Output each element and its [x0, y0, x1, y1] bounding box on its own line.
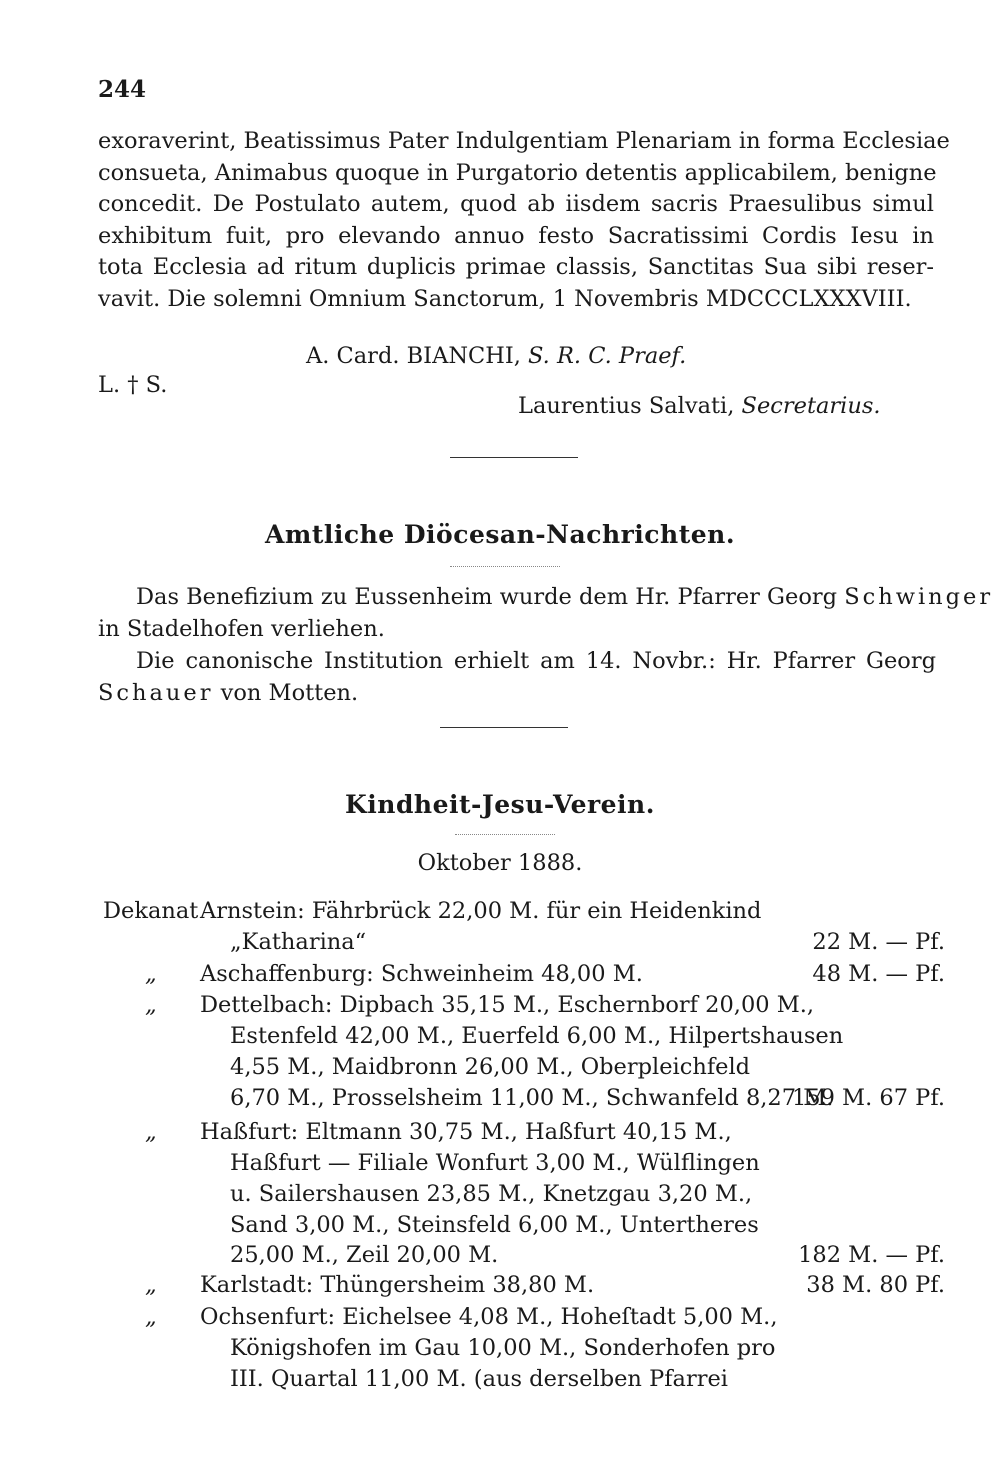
entry-line: Sand 3,00 M., Steinsfeld 6,00 M., Untertheres — [230, 1212, 759, 1238]
ditto-mark: „ — [145, 1272, 157, 1298]
ditto-mark: „ — [145, 1304, 157, 1330]
entry-line: Karlstadt: Thüngersheim 38,80 M. — [200, 1272, 595, 1298]
latin-line: exhibitum fuit, pro elevando annuo festo Sacratissimi Cordis Iesu in — [98, 222, 934, 249]
entry-amount: 159 M. 67 Pf. — [791, 1085, 945, 1111]
cardinal-title: S. R. C. Praef. — [528, 343, 687, 369]
person-name: Schwinger — [844, 584, 994, 610]
entry-line: Haßfurt: Eltmann 30,75 M., Haßfurt 40,15 M., — [200, 1119, 732, 1145]
entry-amount: 22 M. — Pf. — [812, 929, 945, 955]
cardinal-name: A. Card. BIANCHI, — [306, 343, 521, 369]
news-line: in Stadelhofen verliehen. — [98, 616, 385, 642]
entry-amount: 38 M. 80 Pf. — [806, 1272, 945, 1298]
verein-heading: Kindheit-Jesu-Verein. — [345, 790, 655, 819]
dekanat-label: Dekanat — [103, 898, 199, 924]
entry-line: Dettelbach: Dipbach 35,15 M., Eschernborf 20,00 M., — [200, 992, 815, 1018]
entry-line: Arnstein: Fährbrück 22,00 M. für ein Heidenkind — [200, 898, 762, 924]
secretary-title: Secretarius. — [741, 393, 881, 419]
entry-line: Ochsenfurt: Eichelsee 4,08 M., Hoheſtadt 5,00 M., — [200, 1304, 778, 1330]
entry-line: „Katharina“ — [230, 929, 367, 955]
seal-mark: L. † S. — [98, 372, 168, 398]
entry-line: Königshofen im Gau 10,00 M., Sonderhofen pro — [230, 1335, 776, 1361]
latin-line: consueta, Animabus quoque in Purgatorio detentis applicabilem, benigne — [98, 159, 937, 186]
entry-line: III. Quartal 11,00 M. (aus derselben Pfarrei — [230, 1366, 728, 1392]
report-month: Oktober 1888. — [417, 850, 583, 876]
entry-line: 6,70 M., Prosselsheim 11,00 M., Schwanfeld 8,27 M. — [230, 1085, 834, 1111]
entry-line: Aschaffenburg: Schweinheim 48,00 M. — [200, 961, 643, 987]
person-name: Schauer — [98, 680, 214, 706]
latin-line: vavit. Die solemni Omnium Sanctorum, 1 Novembris MDCCCLXXXVIII. — [98, 285, 912, 312]
entry-amount: 182 M. — Pf. — [798, 1242, 945, 1268]
news-text: Das Benefizium zu Eussenheim wurde dem Hr. Pfarrer Georg — [136, 584, 845, 610]
entry-line: 4,55 M., Maidbronn 26,00 M., Oberpleichfeld — [230, 1054, 751, 1080]
ditto-mark: „ — [145, 992, 157, 1018]
diocesan-news-heading: Amtliche Diöcesan-Nachrichten. — [264, 520, 736, 549]
entry-line: Estenfeld 42,00 M., Euerfeld 6,00 M., Hilpertshausen — [230, 1023, 844, 1049]
page-number: 244 — [98, 76, 147, 103]
entry-amount: 48 M. — Pf. — [812, 961, 945, 987]
latin-line: concedit. De Postulato autem, quod ab iisdem sacris Praesulibus simul — [98, 191, 934, 217]
entry-line: 25,00 M., Zeil 20,00 M. — [230, 1242, 499, 1268]
news-text: Die canonische Institution erhielt am 14. Novbr.: Hr. Pfarrer Georg — [136, 648, 936, 674]
ditto-mark: „ — [145, 961, 157, 987]
latin-line: exoraverint, Beatissimus Pater Indulgentiam Plenariam in forma Ecclesiae — [98, 128, 950, 154]
news-text: von Motten. — [213, 680, 359, 706]
secretary-name: Laurentius Salvati, — [518, 393, 735, 419]
latin-line: tota Ecclesia ad ritum duplicis primae classis, Sanctitas Sua sibi reser- — [98, 254, 934, 280]
ditto-mark: „ — [145, 1119, 157, 1145]
entry-line: u. Sailershausen 23,85 M., Knetzgau 3,20 M., — [230, 1181, 753, 1207]
entry-line: Haßfurt — Filiale Wonfurt 3,00 M., Wülflingen — [230, 1150, 760, 1176]
